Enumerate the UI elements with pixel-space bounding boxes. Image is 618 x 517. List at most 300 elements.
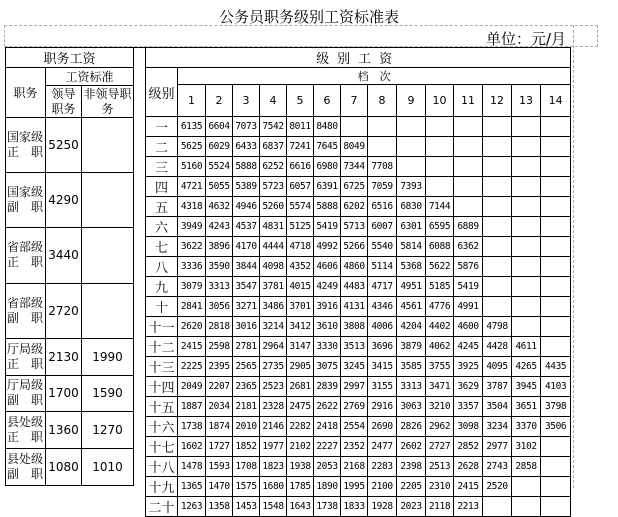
grade-number: 3 [233, 85, 260, 117]
nonleader-column-header: 非领导职务 [83, 86, 132, 116]
wage-cell [512, 497, 541, 517]
level-cell: 十 [146, 297, 178, 317]
wage-cell: 3755 [426, 357, 454, 377]
wage-cell: 4402 [426, 317, 454, 337]
wage-cell [454, 137, 483, 157]
wage-cell: 4265 [512, 357, 541, 377]
wage-cell: 6837 [260, 137, 287, 157]
wage-cell: 1548 [260, 497, 287, 517]
wage-cell: 3610 [314, 317, 341, 337]
grade-number: 9 [397, 85, 426, 117]
wage-cell: 3245 [341, 357, 368, 377]
wage-cell: 3879 [397, 337, 426, 357]
table-row [146, 457, 571, 477]
wage-cell: 3271 [233, 297, 260, 317]
wage-cell [541, 177, 571, 197]
wage-cell [483, 157, 512, 177]
wage-cell: 2102 [287, 437, 314, 457]
wage-cell: 7144 [426, 197, 454, 217]
wage-cell [512, 237, 541, 257]
wage-cell [512, 177, 541, 197]
wage-cell: 3336 [178, 257, 206, 277]
wage-cell: 2839 [314, 377, 341, 397]
wage-cell [541, 257, 571, 277]
wage-cell: 5389 [233, 177, 260, 197]
wage-cell: 2365 [233, 377, 260, 397]
wage-cell: 3945 [512, 377, 541, 397]
table-row [146, 177, 571, 197]
wage-cell: 2168 [341, 457, 368, 477]
wage-cell: 5625 [178, 137, 206, 157]
wage-cell [483, 137, 512, 157]
grade-number: 14 [541, 85, 571, 117]
wage-cell [483, 277, 512, 297]
wage-cell [397, 137, 426, 157]
wage-cell: 3357 [454, 397, 483, 417]
wage-cell [454, 117, 483, 137]
position-cell: 县处级副 职 [6, 449, 46, 486]
wage-cell [541, 197, 571, 217]
wage-cell: 5888 [314, 197, 341, 217]
wage-cell: 3701 [287, 297, 314, 317]
wage-cell: 3590 [206, 257, 233, 277]
grade-number: 2 [206, 85, 233, 117]
table-row [6, 412, 134, 449]
wage-cell: 4717 [368, 277, 397, 297]
wage-cell: 5368 [397, 257, 426, 277]
wage-cell: 6616 [287, 157, 314, 177]
wage-cell: 3147 [287, 337, 314, 357]
wage-cell: 4318 [178, 197, 206, 217]
wage-cell: 2418 [314, 417, 341, 437]
table-row [146, 437, 571, 457]
wage-cell: 2818 [206, 317, 233, 337]
wage-cell: 6516 [368, 197, 397, 217]
table-gap [133, 47, 145, 489]
wage-cell: 6301 [397, 217, 426, 237]
wage-cell: 7344 [341, 157, 368, 177]
wage-cell: 2602 [397, 437, 426, 457]
wage-cell [541, 217, 571, 237]
table-row [146, 397, 571, 417]
wage-cell: 3585 [397, 357, 426, 377]
wage-cell [512, 197, 541, 217]
wage-cell [512, 257, 541, 277]
table-row [146, 117, 571, 137]
wage-cell: 2781 [233, 337, 260, 357]
wage-cell [483, 217, 512, 237]
wage-cell: 2769 [341, 397, 368, 417]
wage-cell: 2053 [314, 457, 341, 477]
wage-cell: 4537 [233, 217, 260, 237]
wage-cell: 1738 [314, 497, 341, 517]
level-column-header: 级别 [146, 68, 178, 117]
wage-cell: 3098 [454, 417, 483, 437]
wage-cell [512, 117, 541, 137]
wage-cell: 4946 [233, 197, 260, 217]
level-cell: 三 [146, 157, 178, 177]
wage-cell [541, 457, 571, 477]
wage-cell: 6088 [426, 237, 454, 257]
wage-cell [541, 337, 571, 357]
wage-cell [541, 437, 571, 457]
wage-cell [483, 237, 512, 257]
table-row [146, 297, 571, 317]
level-cell: 十四 [146, 377, 178, 397]
wage-cell: 3075 [314, 357, 341, 377]
wage-cell: 4098 [260, 257, 287, 277]
position-cell: 国家级副 职 [6, 173, 46, 228]
wage-cell: 5888 [233, 157, 260, 177]
wage-cell [483, 117, 512, 137]
level-cell: 十六 [146, 417, 178, 437]
wage-cell: 2962 [426, 417, 454, 437]
wage-cell: 3313 [206, 277, 233, 297]
level-cell: 六 [146, 217, 178, 237]
grade-number: 10 [426, 85, 454, 117]
wage-cell: 4435 [541, 357, 571, 377]
wage-cell: 2681 [287, 377, 314, 397]
wage-cell [541, 237, 571, 257]
table-row [146, 357, 571, 377]
wage-cell: 3210 [426, 397, 454, 417]
level-cell: 七 [146, 237, 178, 257]
table-row [146, 497, 571, 517]
wage-cell: 2826 [397, 417, 426, 437]
wage-cell: 1823 [260, 457, 287, 477]
wage-cell [426, 157, 454, 177]
wage-cell: 5266 [341, 237, 368, 257]
table-row [146, 217, 571, 237]
wage-cell [541, 297, 571, 317]
wage-cell: 3629 [454, 377, 483, 397]
nonleader-wage-cell: 1010 [82, 449, 134, 486]
level-cell: 五 [146, 197, 178, 217]
wage-cell: 1852 [233, 437, 260, 457]
nonleader-wage-cell: 1590 [82, 375, 134, 412]
table-row [146, 377, 571, 397]
wage-cell: 7542 [260, 117, 287, 137]
wage-cell: 2205 [397, 477, 426, 497]
wage-cell: 2916 [368, 397, 397, 417]
wage-cell: 4015 [287, 277, 314, 297]
unit-label: 单位：元/月 [486, 30, 567, 48]
wage-cell: 4006 [368, 317, 397, 337]
wage-cell: 4798 [483, 317, 512, 337]
wage-cell: 4721 [178, 177, 206, 197]
wage-cell [541, 157, 571, 177]
wage-cell: 7708 [368, 157, 397, 177]
wage-cell: 7645 [314, 137, 341, 157]
level-cell: 十七 [146, 437, 178, 457]
table-row [6, 283, 134, 338]
leader-wage-cell: 5250 [46, 118, 82, 173]
wage-cell [512, 477, 541, 497]
wage-cell: 4632 [206, 197, 233, 217]
wage-cell: 1365 [178, 477, 206, 497]
wage-cell [397, 157, 426, 177]
level-wage-table [145, 47, 571, 517]
table-row [6, 118, 134, 173]
wage-cell [483, 197, 512, 217]
wage-cell [397, 117, 426, 137]
wage-standard-header: 工资标准 [46, 68, 134, 86]
wage-cell [483, 177, 512, 197]
wage-cell: 1358 [206, 497, 233, 517]
wage-cell: 4062 [426, 337, 454, 357]
wage-cell: 1977 [260, 437, 287, 457]
wage-cell: 3214 [260, 317, 287, 337]
wage-cell: 4428 [483, 337, 512, 357]
table-row [6, 449, 134, 486]
position-cell: 省部级副 职 [6, 283, 46, 338]
level-cell: 二 [146, 137, 178, 157]
wage-cell: 4095 [483, 357, 512, 377]
wage-cell: 5524 [206, 157, 233, 177]
wage-cell: 2622 [314, 397, 341, 417]
wage-cell: 6029 [206, 137, 233, 157]
wage-cell: 2023 [397, 497, 426, 517]
wage-cell: 4352 [287, 257, 314, 277]
level-cell: 四 [146, 177, 178, 197]
nonleader-wage-cell [82, 118, 134, 173]
wage-cell: 7059 [368, 177, 397, 197]
wage-cell: 4776 [426, 297, 454, 317]
wage-cell: 2743 [483, 457, 512, 477]
wage-cell: 2398 [397, 457, 426, 477]
wage-cell: 2283 [368, 457, 397, 477]
table-row [6, 375, 134, 412]
wage-cell: 3547 [233, 277, 260, 297]
grade-number: 1 [178, 85, 206, 117]
nonleader-wage-cell [82, 228, 134, 283]
wage-cell: 6604 [206, 117, 233, 137]
wage-cell: 4131 [341, 297, 368, 317]
wage-cell: 6830 [397, 197, 426, 217]
grade-number: 5 [287, 85, 314, 117]
table-row [146, 417, 571, 437]
wage-cell [368, 117, 397, 137]
wage-cell [541, 497, 571, 517]
table-row [6, 173, 134, 228]
position-cell: 厅局级正 职 [6, 338, 46, 375]
wage-cell: 6202 [341, 197, 368, 217]
level-cell: 十三 [146, 357, 178, 377]
table-row [6, 338, 134, 375]
wage-cell: 8480 [314, 117, 341, 137]
wage-cell: 5540 [368, 237, 397, 257]
wage-cell: 2523 [260, 377, 287, 397]
wage-cell: 1680 [260, 477, 287, 497]
wage-cell: 3651 [512, 397, 541, 417]
position-cell: 厅局级副 职 [6, 375, 46, 412]
wage-cell: 2328 [260, 397, 287, 417]
wage-cell [541, 277, 571, 297]
wage-cell: 2554 [341, 417, 368, 437]
wage-cell: 6057 [287, 177, 314, 197]
nonleader-wage-cell [82, 173, 134, 228]
position-column-header: 职务 [6, 68, 46, 118]
wage-cell: 2310 [426, 477, 454, 497]
wage-cell: 1938 [287, 457, 314, 477]
wage-cell: 3808 [341, 317, 368, 337]
wage-cell: 4243 [206, 217, 233, 237]
grade-number: 11 [454, 85, 483, 117]
position-cell: 省部级正 职 [6, 228, 46, 283]
wage-cell [454, 177, 483, 197]
wage-cell: 1453 [233, 497, 260, 517]
wage-cell: 6433 [233, 137, 260, 157]
wage-cell: 1738 [178, 417, 206, 437]
wage-cell: 2964 [260, 337, 287, 357]
wage-cell: 2858 [512, 457, 541, 477]
wage-cell: 2620 [178, 317, 206, 337]
wage-cell: 3330 [314, 337, 341, 357]
table-row [146, 197, 571, 217]
wage-cell: 5055 [206, 177, 233, 197]
wage-cell: 4992 [314, 237, 341, 257]
wage-cell: 2225 [178, 357, 206, 377]
wage-cell: 3412 [287, 317, 314, 337]
wage-cell: 3102 [512, 437, 541, 457]
wage-cell: 5876 [454, 257, 483, 277]
leader-wage-cell: 4290 [46, 173, 82, 228]
table-title: 公务员职务级别工资标准表 [218, 8, 399, 26]
wage-cell: 7073 [233, 117, 260, 137]
wage-cell: 6362 [454, 237, 483, 257]
wage-cell: 1478 [178, 457, 206, 477]
table-row [146, 317, 571, 337]
table-row [146, 277, 571, 297]
wage-cell: 2282 [287, 417, 314, 437]
level-cell: 十九 [146, 477, 178, 497]
wage-cell: 6595 [426, 217, 454, 237]
wage-cell: 4561 [397, 297, 426, 317]
wage-cell: 1593 [206, 457, 233, 477]
wage-cell: 2477 [368, 437, 397, 457]
wage-cell: 4991 [454, 297, 483, 317]
wage-cell [426, 177, 454, 197]
wage-cell [426, 117, 454, 137]
position-cell: 县处级正 职 [6, 412, 46, 449]
wage-cell: 1708 [233, 457, 260, 477]
table-row [146, 477, 571, 497]
wage-cell: 7393 [397, 177, 426, 197]
wage-cell: 2227 [314, 437, 341, 457]
wage-cell: 3471 [426, 377, 454, 397]
wage-cell: 4204 [397, 317, 426, 337]
grade-header: 档 次 [178, 68, 571, 85]
wage-cell: 2415 [178, 337, 206, 357]
wage-cell: 2598 [206, 337, 233, 357]
nonleader-wage-cell [82, 283, 134, 338]
wage-cell: 3234 [483, 417, 512, 437]
grade-number: 6 [314, 85, 341, 117]
wage-cell: 3787 [483, 377, 512, 397]
level-cell: 二十 [146, 497, 178, 517]
level-cell: 十五 [146, 397, 178, 417]
grade-number: 8 [368, 85, 397, 117]
wage-cell: 2352 [341, 437, 368, 457]
wage-cell: 3063 [397, 397, 426, 417]
wage-cell: 4718 [287, 237, 314, 257]
wage-cell: 6391 [314, 177, 341, 197]
wage-cell: 5723 [260, 177, 287, 197]
wage-cell [454, 197, 483, 217]
position-wage-table [5, 47, 134, 486]
position-cell: 国家级正 职 [6, 118, 46, 173]
wage-cell: 2049 [178, 377, 206, 397]
wage-cell: 5419 [454, 277, 483, 297]
level-wage-header: 级别工资 [146, 48, 571, 68]
leader-wage-cell: 3440 [46, 228, 82, 283]
wage-cell: 8011 [287, 117, 314, 137]
leader-wage-cell: 1080 [46, 449, 82, 486]
wage-cell: 2475 [287, 397, 314, 417]
wage-cell: 2010 [233, 417, 260, 437]
wage-cell: 6007 [368, 217, 397, 237]
wage-cell [512, 217, 541, 237]
wage-cell: 1602 [178, 437, 206, 457]
level-cell: 十八 [146, 457, 178, 477]
leader-column-header: 领导职务 [46, 86, 82, 118]
wage-cell: 1874 [206, 417, 233, 437]
wage-cell: 4346 [368, 297, 397, 317]
leader-wage-cell: 2130 [46, 338, 82, 375]
wage-cell: 4606 [314, 257, 341, 277]
wage-cell [512, 277, 541, 297]
wage-cell [541, 317, 571, 337]
grade-number: 12 [483, 85, 512, 117]
wage-cell [483, 297, 512, 317]
wage-cell: 5185 [426, 277, 454, 297]
wage-cell: 2852 [454, 437, 483, 457]
wage-cell: 8049 [341, 137, 368, 157]
wage-cell: 3486 [260, 297, 287, 317]
wage-cell: 1727 [206, 437, 233, 457]
wage-cell: 3079 [178, 277, 206, 297]
wage-cell [512, 317, 541, 337]
wage-cell: 4245 [454, 337, 483, 357]
level-cell: 八 [146, 257, 178, 277]
wage-cell: 1890 [314, 477, 341, 497]
wage-cell [483, 497, 512, 517]
wage-cell: 2415 [454, 477, 483, 497]
wage-cell: 3155 [368, 377, 397, 397]
wage-cell: 2735 [260, 357, 287, 377]
table-row [146, 137, 571, 157]
wage-cell: 1575 [233, 477, 260, 497]
wage-cell: 6135 [178, 117, 206, 137]
wage-cell: 2727 [426, 437, 454, 457]
wage-cell: 5814 [397, 237, 426, 257]
wage-cell: 4170 [233, 237, 260, 257]
wage-cell: 5574 [287, 197, 314, 217]
table-row [146, 337, 571, 357]
wage-cell: 5713 [341, 217, 368, 237]
wage-cell: 2690 [368, 417, 397, 437]
wage-cell: 3696 [368, 337, 397, 357]
wage-cell: 5160 [178, 157, 206, 177]
wage-cell: 4483 [341, 277, 368, 297]
nonleader-wage-cell: 1990 [82, 338, 134, 375]
wage-cell: 4831 [260, 217, 287, 237]
wage-cell: 3513 [341, 337, 368, 357]
wage-cell: 2565 [233, 357, 260, 377]
level-cell: 九 [146, 277, 178, 297]
wage-cell: 3370 [512, 417, 541, 437]
wage-cell: 3925 [454, 357, 483, 377]
